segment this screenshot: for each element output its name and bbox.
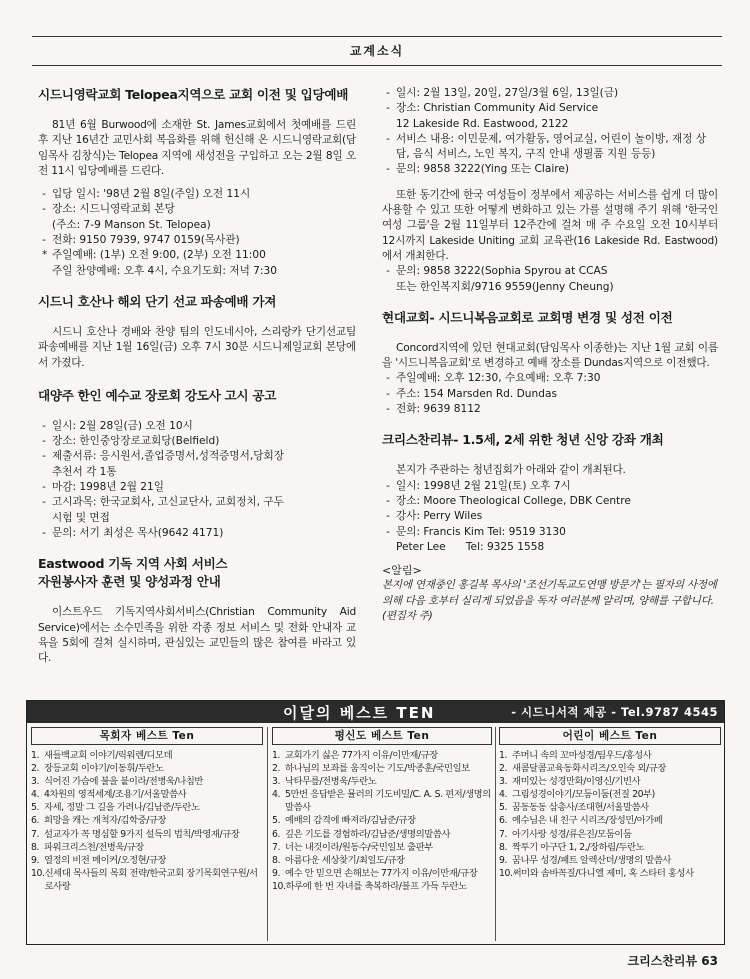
- rank-number: 3.: [499, 776, 508, 788]
- list-item: * 주일예배: (1부) 오전 9:00, (2부) 오전 11:00 주일 찬양예배: 오후 4시, 수요기도회: 저녁 7:30: [42, 249, 277, 277]
- rank-number: 10.: [499, 867, 513, 879]
- article-subtitle: 자원봉사자 훈련 및 양성과정 안내: [38, 574, 221, 590]
- best-list-item: [31, 854, 263, 867]
- article-paragraph: 또한 동기간에 한국 여성들이 정부에서 제공하는 서비스를 쉽게 더 많이 사용할 수 있고 또한 어떻게 변화하고 있는 가를 설명해 주기 위해 '한국인 여성 그룹'을 2월 11일부터 12주간에 걸쳐 매 주 수요일 오전 10시부터 12시까지 Lakeside Uniting 교회 교육관(16 Lakeside Rd. Eastwood)에서 개최한다.: [382, 188, 718, 262]
- book-entry: 하루에 한 번 자녀를 축복하라/블프 가득 두란노: [285, 880, 467, 892]
- column-heading: 어린이 베스트 Ten: [499, 727, 721, 745]
- book-entry: 열정의 비전 메이커/오정현/규장: [44, 854, 167, 866]
- rank-number: 2.: [272, 763, 281, 775]
- list-item: - 문의: 서기 최성은 목사(9642 4171): [42, 526, 224, 539]
- best-list-item: [272, 788, 492, 814]
- list-item: - 일시: 2월 28일(금) 오전 10시: [42, 419, 193, 432]
- list-item: - 주소: 154 Marsden Rd. Dundas: [386, 387, 557, 400]
- best-ten-title: 이달의 베스트 TEN: [283, 704, 436, 722]
- best-list-item: [499, 801, 721, 814]
- best-column-layperson: [272, 727, 492, 941]
- book-entry: 희망을 캐는 개척자/김학중/규장: [44, 815, 167, 827]
- rank-number: 9.: [272, 867, 281, 879]
- notice-heading: <알림>: [382, 564, 422, 578]
- best-list-item: [31, 801, 263, 814]
- book-entry: 새콤달콤교육동화시리즈/오인숙 외/규장: [512, 763, 666, 775]
- best-column-children: [499, 727, 721, 941]
- rank-number: 8.: [31, 841, 40, 853]
- book-entry: 식어진 가슴에 불을 붙이라/전병욱/나침반: [44, 776, 204, 788]
- rank-number: 7.: [31, 828, 40, 840]
- list-item: - 일시: 2월 13일, 20일, 27일/3월 6일, 13일(금): [386, 87, 619, 99]
- best-list-item: [31, 775, 263, 788]
- best-list-item: [31, 828, 263, 841]
- article-title: 크리스찬리뷰- 1.5세, 2세 위한 청년 신앙 강좌 개최: [382, 432, 664, 448]
- rank-number: 3.: [272, 776, 281, 788]
- book-entry: 너는 내것이라/원동수/국민일보 출판부: [285, 841, 433, 853]
- rank-number: 4.: [499, 789, 508, 801]
- rank-number: 9.: [499, 854, 508, 866]
- best-list-item: [499, 867, 721, 880]
- best-list-item: [31, 841, 263, 854]
- info-list: [382, 86, 718, 178]
- article-paragraph: 이스트우드 기독지역사회서비스(Christian Community Aid Service)에서는 소수민족을 위한 각종 정보 서비스 및 전화 안내자 교육을 5회에 걸쳐 실시하며, 관심있는 교민들의 많은 참여를 바라고 있다.: [38, 606, 356, 665]
- article-paragraph: 본지가 주관하는 청년집회가 아래와 같이 개최된다.: [396, 464, 626, 477]
- book-entry: 꿈동동동 삼총사/조대현/서울말씀사: [512, 802, 649, 814]
- column-heading: 목회자 베스트 Ten: [31, 727, 263, 745]
- book-entry: 써미와 솜바꼭질/다니엘 제미, 혹 스타터 홍성사: [512, 867, 694, 879]
- book-entry: 꿈나무 성경/패트 알렉산더/생명의 말씀사: [512, 854, 672, 866]
- rank-number: 9.: [31, 854, 40, 866]
- best-list-item: [272, 749, 492, 762]
- list-item: - 장소: Christian Community Aid Service 12 Lakeside Rd. Eastwood, 2122: [386, 102, 599, 130]
- best-list-item: [272, 775, 492, 788]
- best-list-item: [272, 880, 492, 893]
- list-item: - 강사: Perry Wiles: [386, 510, 483, 523]
- page-footer: 크리스찬리뷰 63: [627, 954, 718, 968]
- book-entry: 신세대 목사들의 목회 전략/한국교회 장기목회연구원/서로사랑: [44, 867, 258, 892]
- right-column: [382, 86, 718, 624]
- list-item: - 서비스 내용: 이민문제, 여가활동, 영어교실, 어린이 놀이방, 재정 상담, 음식 서비스, 노인 복지, 구직 안내 생필품 지원 등등): [386, 132, 707, 161]
- best-list-item: [31, 814, 263, 827]
- best-list-item: [499, 828, 721, 841]
- best-column-pastor: [31, 727, 263, 941]
- best-list-item: [499, 788, 721, 801]
- column-divider: [495, 727, 496, 941]
- list-item: - 고시과목: 한국교회사, 고신교단사, 교회정치, 구두 시험 및 면접: [42, 496, 284, 524]
- book-entry: 설교자가 꼭 명심할 9가지 설득의 법칙/박영재/규장: [44, 828, 240, 840]
- book-entry: 자세, 정말 그 길을 가려나/김남준/두란노: [44, 802, 200, 814]
- article-paragraph: 시드니 호산나 경배와 찬양 팀의 인도네시아, 스리랑카 단기선교팀 파송예배를 지난 1월 16일(금) 오후 7시 30분 시드니제일교회 본당에서 가졌다.: [38, 325, 356, 369]
- best-list-item: [31, 788, 263, 801]
- info-list: [382, 371, 718, 417]
- best-list-item: [499, 749, 721, 762]
- best-list: [499, 749, 721, 880]
- article-title: 시드니영락교회 Telopea지역으로 교회 이전 및 입당예배: [38, 87, 349, 102]
- book-entry: 아기사랑 성경/류은진/모둠이둠: [512, 828, 632, 840]
- rank-number: 6.: [272, 828, 281, 840]
- book-entry: 짝투기 아구단 1, 2,/장하림/두란노: [512, 841, 645, 853]
- best-ten-banner: [27, 701, 724, 723]
- list-item: - 전화: 9150 7939, 9747 0159(목사관): [42, 234, 240, 247]
- list-item: - 문의: 9858 3222(Ying 또는 Claire): [386, 163, 570, 176]
- book-entry: 4차원의 영적세계/조용기/서울말씀사: [44, 789, 187, 801]
- best-list-item: [272, 854, 492, 867]
- list-item: - 장소: Moore Theological College, DBK Centre: [386, 494, 631, 507]
- rank-number: 5.: [499, 802, 508, 814]
- rank-number: 1.: [31, 750, 40, 761]
- book-entry: 깊은 기도를 경험하라/김남준/생명의말씀사: [285, 828, 451, 840]
- best-ten-box: [26, 700, 725, 945]
- info-list: [382, 479, 718, 555]
- list-item: - 장소: 한인중앙장로교회당(Belfield): [42, 435, 220, 448]
- best-ten-provider: - 시드니서적 제공 - Tel.9787 4545: [511, 705, 718, 719]
- rank-number: 10.: [272, 880, 286, 892]
- notice-text: 본지에 연재중인 홍길복 목사의 '조선기독교도연맹 방문기'는 필자의 사정에 의해 다음 호부터 실리게 되었음을 독자 여러분께 알리며, 양해를 구합니다. (편집자 주): [382, 579, 717, 623]
- list-item: - 장소: 시드니영락교회 본당 (주소: 7-9 Manson St. Telopea): [42, 203, 211, 231]
- book-entry: 예수 안 믿으면 손해보는 77가지 이유/이만재/규장: [285, 867, 478, 879]
- rank-number: 8.: [272, 854, 281, 866]
- info-list: [38, 419, 356, 541]
- book-entry: 파워크리스천/전병욱/규장: [44, 841, 144, 853]
- book-entry: 새들백교회 이야기/릭워렌/디모데: [44, 750, 173, 761]
- best-list-item: [499, 775, 721, 788]
- best-list-item: [272, 814, 492, 827]
- list-item: - 전화: 9639 8112: [386, 403, 481, 416]
- rank-number: 6.: [499, 815, 508, 827]
- rank-number: 3.: [31, 776, 40, 788]
- best-list-item: [272, 828, 492, 841]
- book-entry: 아름다운 세상찾기/최일도/규장: [285, 854, 405, 866]
- best-list-item: [499, 762, 721, 775]
- list-item: - 주일예배: 오후 12:30, 수요예배: 오후 7:30: [386, 372, 601, 385]
- best-list-item: [31, 867, 263, 893]
- best-list-item: [499, 814, 721, 827]
- best-list-item: [272, 867, 492, 880]
- article-title: 대양주 한인 예수교 장로회 강도사 고시 공고: [38, 387, 277, 403]
- list-item: - 제출서류: 응시원서,졸업증명서,성적증명서,당회장 추천서 각 1통: [42, 450, 284, 478]
- best-list: [272, 749, 492, 893]
- best-list-item: [272, 762, 492, 775]
- info-list: [38, 187, 356, 279]
- best-list-item: [499, 854, 721, 867]
- book-entry: 하나님의 보좌를 움직이는 기도/박종훈/국민일보: [285, 763, 470, 775]
- rank-number: 4.: [31, 789, 40, 801]
- book-entry: 5만번 응답받은 뮬러의 기도비밀/C. A. S. 편저/생명의 말씀사: [285, 789, 491, 814]
- best-list-item: [272, 841, 492, 854]
- list-item: - 일시: 1998년 2월 21일(토) 오후 7시: [386, 479, 571, 492]
- book-entry: 주머니 속의 꼬마성경/팀우드/홍성사: [512, 750, 652, 761]
- info-list: [382, 264, 718, 295]
- rank-number: 1.: [499, 750, 508, 761]
- best-list: [31, 749, 263, 893]
- rank-number: 10.: [31, 867, 45, 879]
- book-entry: 그림성경이야기/모둠이둠(전질 20부): [512, 789, 655, 801]
- best-list-item: [31, 762, 263, 775]
- rank-number: 1.: [272, 750, 281, 761]
- book-entry: 장등교회 이야기/이동휘/두란노: [44, 763, 164, 775]
- book-entry: 교회가기 싫은 77가지 이유/이만재/규장: [285, 750, 438, 761]
- rank-number: 2.: [31, 763, 40, 775]
- article-title: 현대교회- 시드니복음교회로 교회명 변경 및 성전 이전: [382, 309, 673, 325]
- column-divider: [267, 727, 268, 941]
- list-item: - 마감: 1998년 2월 21일: [42, 481, 165, 494]
- rank-number: 7.: [499, 828, 508, 840]
- rank-number: 7.: [272, 841, 281, 853]
- book-entry: 재미있는 성경만화/이영신/기빈사: [512, 776, 641, 788]
- rank-number: 8.: [499, 841, 508, 853]
- best-list-item: [31, 749, 263, 762]
- article-paragraph: Concord지역에 있던 현대교회(담임목사 이종한)는 지난 1월 교회 이름을 '시드니복음교회'로 변경하고 예배 장소를 Dundas지역으로 이전했다.: [382, 341, 718, 370]
- rank-number: 5.: [31, 802, 40, 814]
- article-title: Eastwood 기독 지역 사회 서비스: [38, 556, 228, 572]
- article-title: 시드니 호산나 해외 단기 선교 파송예배 가져: [38, 293, 277, 309]
- best-list-item: [499, 841, 721, 854]
- article-paragraph: 81년 6월 Burwood에 소재한 St. James교회에서 첫예배를 드린 후 지난 16년간 교민사회 복음화를 위해 헌신해 온 시드니영락교회(담임목사 김창식)는 Telopea 지역에 새성전을 구입하고 오는 2월 8일 오전 11시 입당예배를 드린다.: [38, 119, 356, 177]
- rank-number: 4.: [272, 789, 281, 801]
- list-item: - 문의: Francis Kim Tel: 9519 3130 Peter Lee Tel: 9325 1558: [386, 525, 566, 553]
- section-title: 교계소식: [349, 44, 405, 58]
- book-entry: 예수님은 내 친구 시리즈/장성민/아가페: [512, 815, 663, 827]
- book-entry: 낙타무릎/전병욱/두란노: [285, 776, 377, 788]
- section-header: [32, 36, 722, 66]
- book-entry: 예배의 감격에 빠져라/김남준/규장: [285, 815, 416, 827]
- list-item: - 문의: 9858 3222(Sophia Spyrou at CCAS 또는 한인복지회/9716 9559(Jenny Cheung): [386, 265, 614, 293]
- rank-number: 2.: [499, 763, 508, 775]
- rank-number: 6.: [31, 815, 40, 827]
- list-item: - 입당 일시: '98년 2월 8일(주일) 오전 11시: [42, 188, 251, 201]
- column-heading: 평신도 베스트 Ten: [272, 727, 492, 745]
- left-column: [38, 86, 356, 674]
- rank-number: 5.: [272, 815, 281, 827]
